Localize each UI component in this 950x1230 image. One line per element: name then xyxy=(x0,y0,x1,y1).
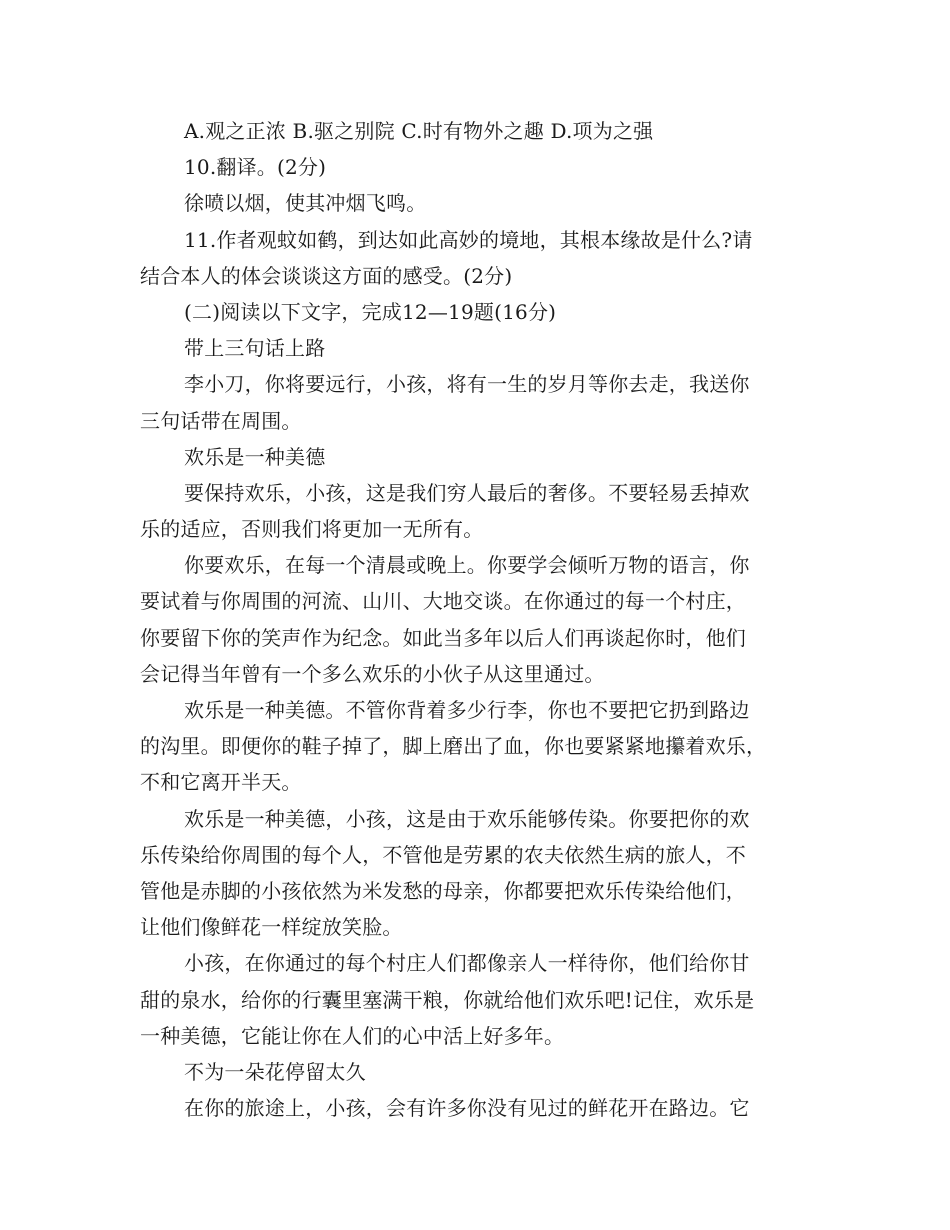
text-line: 结合本人的体会谈谈这方面的感受。(2分) xyxy=(140,263,513,288)
document-body xyxy=(140,113,830,1126)
text-line: 不为一朵花停留太久 xyxy=(184,1059,366,1084)
text-line: 徐喷以烟，使其冲烟飞鸣。 xyxy=(184,191,427,216)
text-line: 欢乐是一种美德。不管你背着多少行李，你也不要把它扔到路边 xyxy=(184,698,750,722)
text-line: 要试着与你周围的河流、山川、大地交谈。在你通过的每一个村庄， xyxy=(140,589,746,614)
text-line: 欢乐是一种美德，小孩，这是由于欢乐能够传染。你要把你的欢 xyxy=(184,806,750,831)
text-line: 让他们像鲜花一样绽放笑脸。 xyxy=(140,915,403,940)
text-line: 要保持欢乐，小孩，这是我们穷人最后的奢侈。不要轻易丢掉欢 xyxy=(184,480,750,505)
text-line: 的沟里。即便你的鞋子掉了，脚上磨出了血，你也要紧紧地攥着欢乐， xyxy=(140,734,767,759)
text-line: 管他是赤脚的小孩依然为米发愁的母亲，你都要把欢乐传染给他们， xyxy=(140,878,746,903)
text-line: 李小刀，你将要远行，小孩，将有一生的岁月等你去走，我送你 xyxy=(184,372,750,397)
text-line: 不和它离开半天。 xyxy=(140,770,302,795)
text-line: 带上三句话上路 xyxy=(184,336,326,361)
text-line: 小孩，在你通过的每个村庄人们都像亲人一样待你，他们给你甘 xyxy=(184,951,750,976)
text-line: 在你的旅途上，小孩，会有许多你没有见过的鲜花开在路边。它 xyxy=(184,1096,750,1121)
text-line: 三句话带在周围。 xyxy=(140,408,302,433)
text-line: 你要欢乐，在每一个清晨或晚上。你要学会倾听万物的语言，你 xyxy=(184,553,750,578)
text-line: 你要留下你的笑声作为纪念。如此当多年以后人们再谈起你时，他们 xyxy=(140,625,746,650)
text-line: 会记得当年曾有一个多么欢乐的小伙子从这里通过。 xyxy=(140,661,605,686)
text-line: 乐传染给你周围的每个人，不管他是劳累的农夫依然生病的旅人，不 xyxy=(140,842,746,867)
text-line: 10.翻译。(2分) xyxy=(184,155,327,180)
text-line: A.观之正浓 B.驱之别院 C.时有物外之趣 D.项为之强 xyxy=(184,119,654,143)
text-line: 11.作者观蚊如鹤，到达如此高妙的境地，其根本缘故是什么?请 xyxy=(184,227,753,252)
text-line: (二)阅读以下文字，完成12—19题(16分) xyxy=(184,299,557,324)
text-line: 一种美德，它能让你在人们的心中活上好多年。 xyxy=(140,1023,565,1048)
text-line: 欢乐是一种美德 xyxy=(184,444,326,469)
text-line: 乐的适应，否则我们将更加一无所有。 xyxy=(140,517,484,542)
text-line: 甜的泉水，给你的行囊里塞满干粮，你就给他们欢乐吧!记住，欢乐是 xyxy=(140,987,755,1012)
